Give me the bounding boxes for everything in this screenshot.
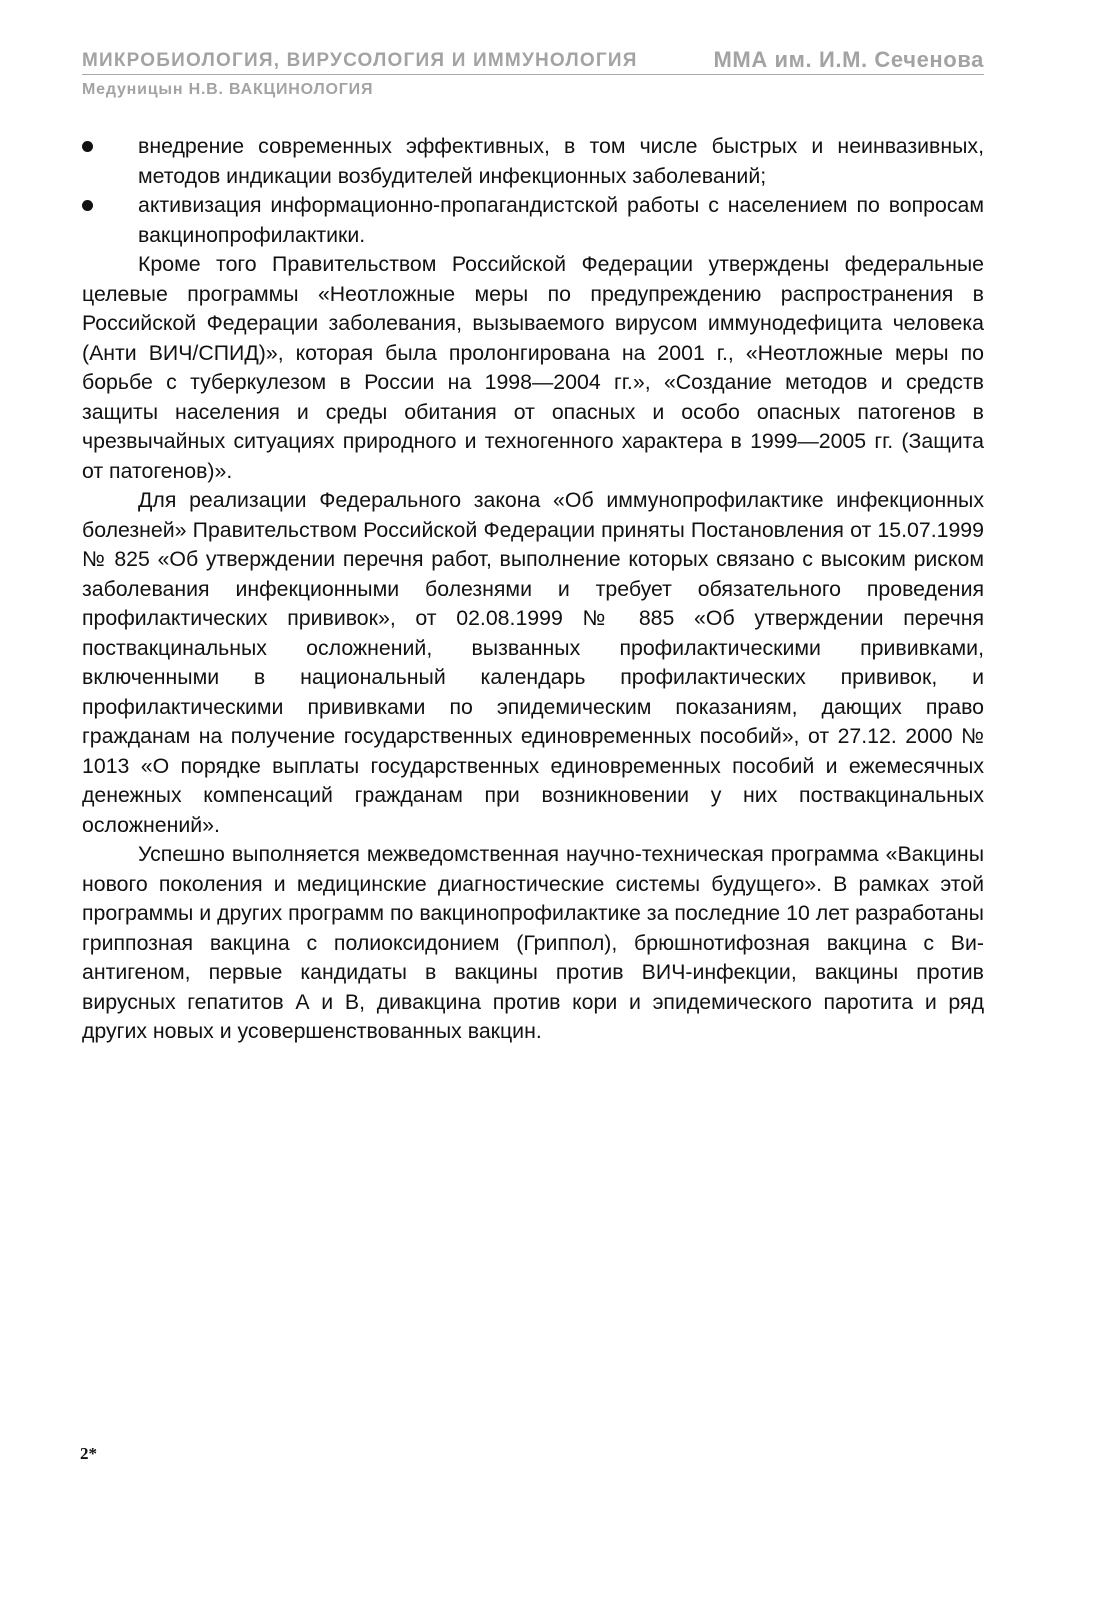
header-institution: ММА им. И.М. Сеченова (713, 47, 984, 72)
bullet-list (82, 132, 984, 250)
header-subject-title: МИКРОБИОЛОГИЯ, ВИРУСОЛОГИЯ И ИММУНОЛОГИЯ (82, 50, 638, 71)
bullet-text: внедрение современных эффективных, в том числе быстрых и неинвазивных, методов индикации возбудителей инфекционных заболеваний; (138, 134, 984, 188)
bullet-item (82, 132, 984, 191)
header-author-book: Медуницын Н.В. ВАКЦИНОЛОГИЯ (82, 81, 374, 98)
header-row (82, 44, 984, 75)
paragraph-vaccine-program: Успешно выполняется межведомственная научно-техническая программа «Вакцины нового поколения и медицинские диагностические системы будущего». В рамках этой программы и других программ по вакцинопрофилактике за последние 10 лет разработаны гриппозная вакцина с полиоксидонием (Гриппол), брюшнотифозная вакцина с Ви-антигеном, первые кандидаты в вакцины против ВИЧ-инфекции, вакцины против вирусных гепатитов А и В, дивакцина против кори и эпидемического паротита и ряд других новых и усовершенствованных вакцин. (82, 842, 984, 1043)
page-signature-mark: 2* (80, 1444, 97, 1463)
bullet-icon (82, 200, 93, 211)
running-header (82, 44, 984, 99)
paragraph-federal-programs: Кроме того Правительством Российской Федерации утверждены федеральные целевые программы «Неотложные меры по предупреждению распространения в Российской Федерации заболевания, вызываемого вирусом иммунодефицита человека (Анти ВИЧ/СПИД)», которая была пролонгирована на 2001 г., «Неотложные меры по борьбе с туберкулезом в России на 1998—2004 гг.», «Создание методов и средств защиты населения и среды обитания от опасных и особо опасных патогенов в чрезвычайных ситуациях природного и техногенного характера в 1999—2005 гг. (Защита от патогенов)». (82, 252, 984, 483)
page-body (82, 132, 984, 1047)
bullet-icon (82, 141, 93, 152)
paragraph-government-resolutions: Для реализации Федерального закона «Об иммунопрофилактике инфекционных болезней» Правительством Российской Федерации приняты Постановления от 15.07.1999 № 825 «Об утверждении перечня работ, выполнение которых связано с высоким риском заболевания инфекционными болезнями и требует обязательного проведения профилактических прививок», от 02.08.1999 № 885 «Об утверждении перечня поствакцинальных осложнений, вызванных профилактическими прививками, включенными в национальный календарь профилактических прививок, и профилактическими прививками по эпидемическим показаниям, дающих право гражданам на получение государственных единовременных пособий», от 27.12. 2000 № 1013 «О порядке выплаты государственных единовременных пособий и ежемесячных денежных компенсаций гражданам при возникновении у них поствакцинальных осложнений». (82, 488, 984, 837)
bullet-item (82, 191, 984, 250)
bullet-text: активизация информационно-пропагандистской работы с населением по вопросам вакцинопрофилактики. (138, 193, 984, 247)
